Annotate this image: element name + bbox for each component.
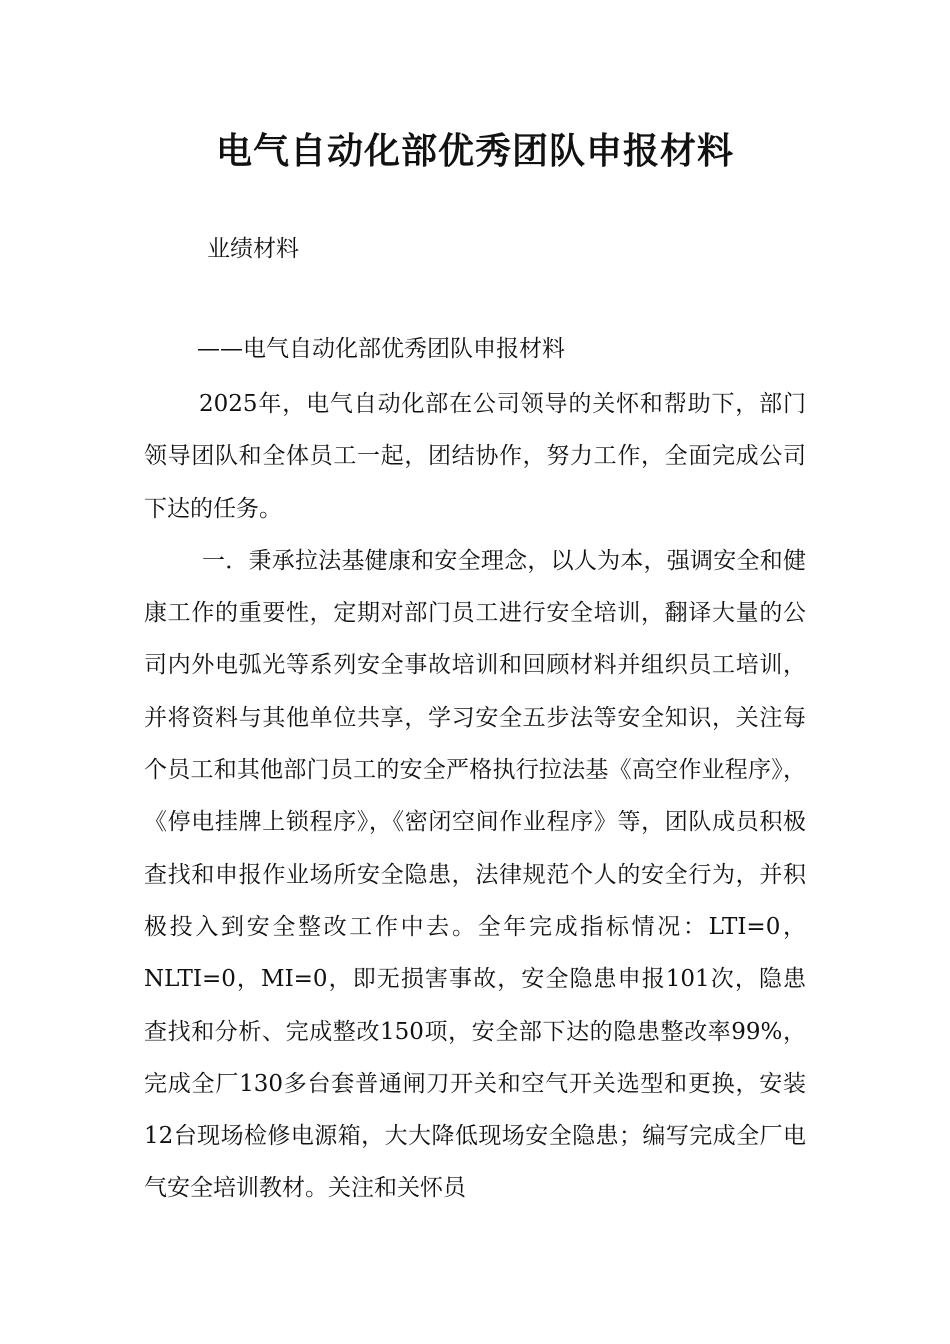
document-dash-heading: ——电气自动化部优秀团队申报材料 (197, 336, 565, 362)
document-subtitle: 业绩材料 (207, 236, 299, 262)
document-body (144, 378, 806, 1215)
document-title: 电气自动化部优秀团队申报材料 (215, 130, 734, 172)
paragraph-intro: 2025年，电气自动化部在公司领导的关怀和帮助下，部门领导团队和全体员工一起，团结协作，努力工作，全面完成公司下达的任务。 (144, 391, 806, 522)
paragraph-safety: 一．秉承拉法基健康和安全理念，以人为本，强调安全和健康工作的重要性，定期对部门员工进行安全培训，翻译大量的公司内外电弧光等系列安全事故培训和回顾材料并组织员工培训，并将资料与其他单位共享，学习安全五步法等安全知识，关注每个员工和其他部门员工的安全严格执行拉法基《高空作业程序》，《停电挂牌上锁程序》，《密闭空间作业程序》等，团队成员积极查找和申报作业场所安全隐患，法律规范个人的安全行为，并积极投入到安全整改工作中去。全年完成指标情况：LTI=0，NLTI=0，MI=0，即无损害事故，安全隐患申报101次，隐患查找和分析、完成整改150项，安全部下达的隐患整改率99%，完成全厂130多台套普通闸刀开关和空气开关选型和更换，安装12台现场检修电源箱，大大降低现场安全隐患；编写完成全厂电气安全培训教材。关注和关怀员 (144, 547, 806, 1202)
